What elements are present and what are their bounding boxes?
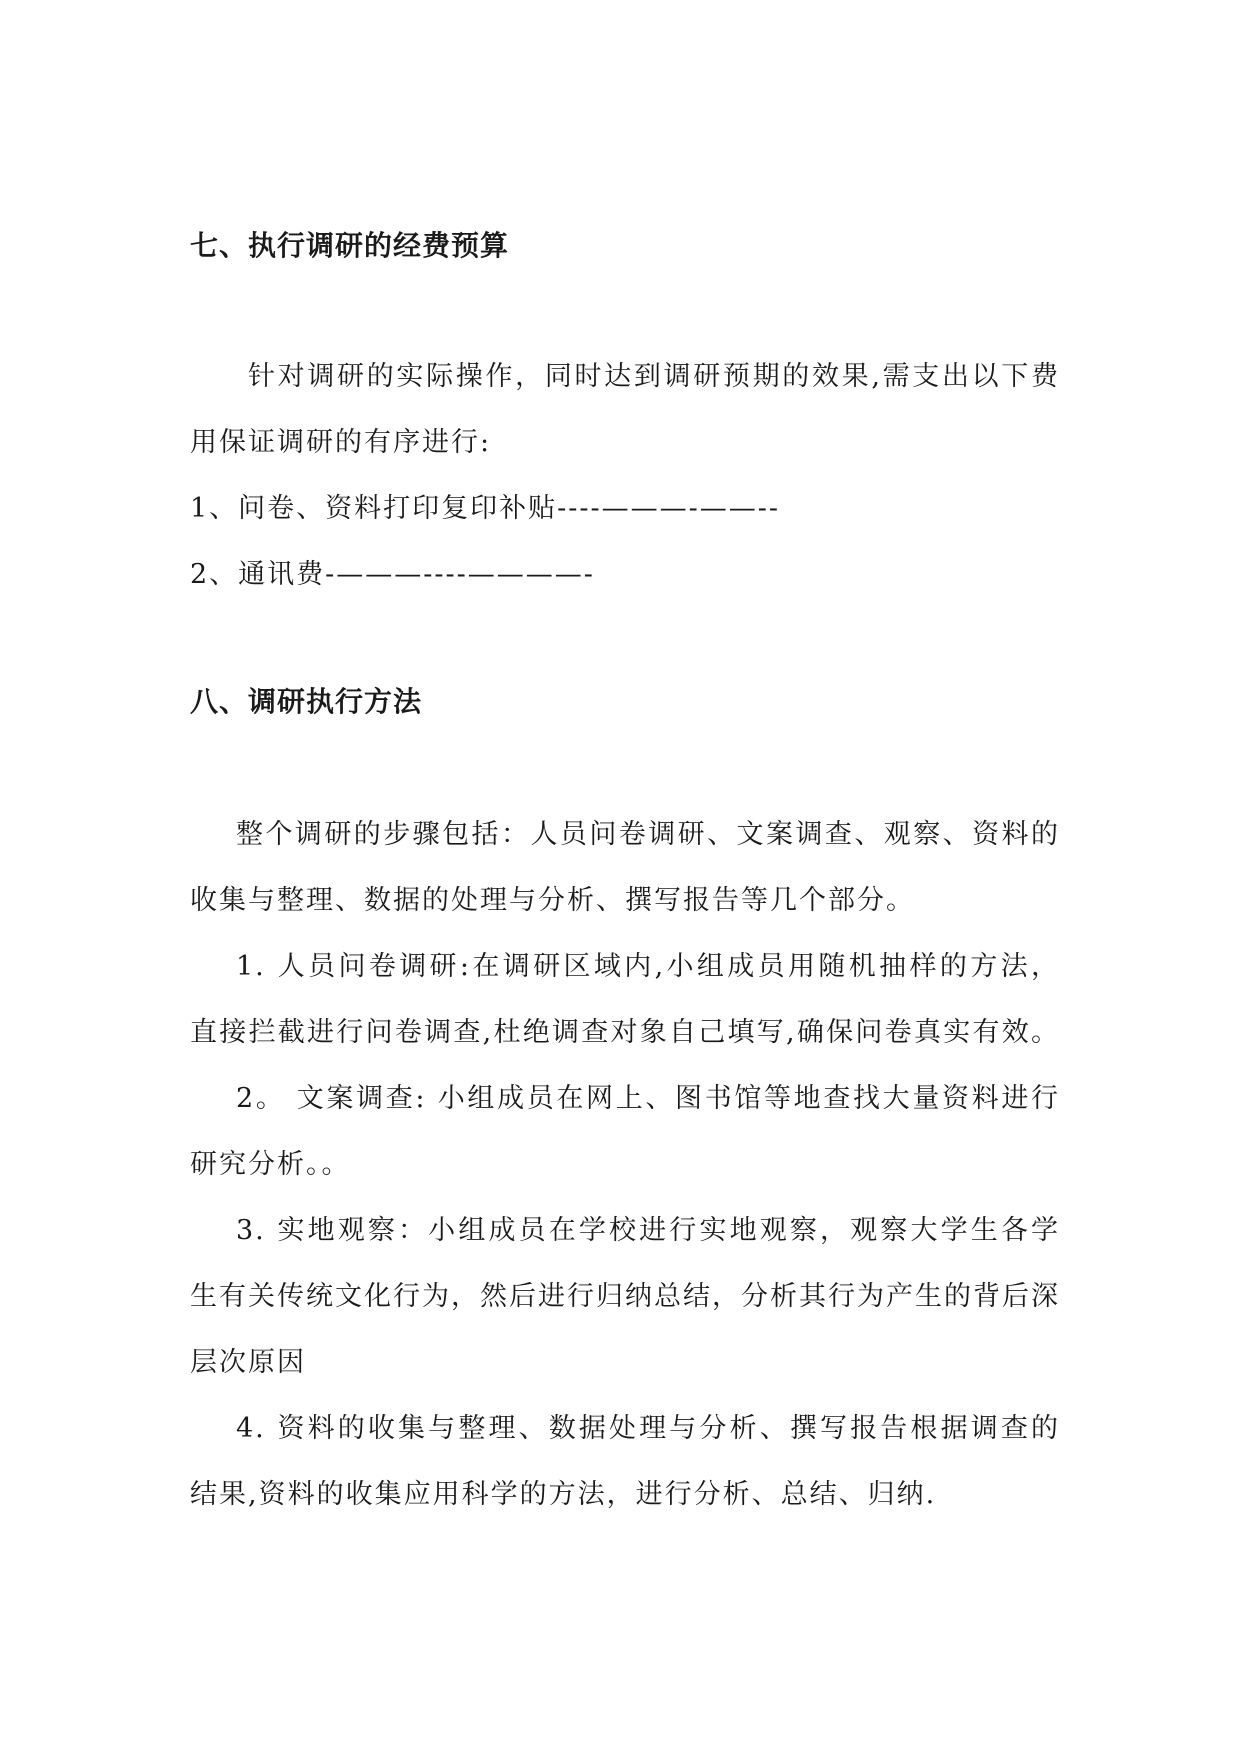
step-2-line-1: 2。 文案调查: 小组成员在网上、图书馆等地查找大量资料进行 — [236, 1083, 1060, 1114]
step-3-line-1: 3. 实地观察：小组成员在学校进行实地观察，观察大学生各学 — [236, 1215, 1060, 1246]
section-8-heading: 八、调研执行方法 — [190, 685, 423, 718]
section-7-intro-line-1: 针对调研的实际操作，同时达到调研预期的效果,需支出以下费 — [248, 361, 1060, 392]
section-8-intro-line-1: 整个调研的步骤包括：人员问卷调研、文案调查、观察、资料的 — [236, 819, 1060, 850]
step-1-line-2: 直接拦截进行问卷调查,杜绝调查对象自己填写,确保问卷真实有效。 — [190, 1017, 1060, 1048]
step-3-line-3: 层次原因 — [190, 1347, 306, 1378]
step-4-line-1: 4. 资料的收集与整理、数据处理与分析、撰写报告根据调查的 — [236, 1413, 1060, 1444]
budget-item-1: 1、问卷、资料打印复印补贴----———-——-- — [190, 493, 781, 524]
section-7-heading: 七、执行调研的经费预算 — [190, 229, 510, 262]
section-8-intro-line-2: 收集与整理、数据的处理与分析、撰写报告等几个部分。 — [190, 885, 915, 916]
budget-item-2: 2、通讯费-———----————- — [190, 559, 595, 590]
step-2-line-2: 研究分析。。 — [190, 1149, 351, 1180]
step-4-line-2: 结果,资料的收集应用科学的方法，进行分析、总结、归纳. — [190, 1479, 937, 1510]
step-1-line-1: 1. 人员问卷调研:在调研区域内,小组成员用随机抽样的方法， — [236, 951, 1060, 982]
step-3-line-2: 生有关传统文化行为，然后进行归纳总结，分析其行为产生的背后深 — [190, 1281, 1060, 1312]
section-7-intro-line-2: 用保证调研的有序进行: — [190, 427, 492, 458]
